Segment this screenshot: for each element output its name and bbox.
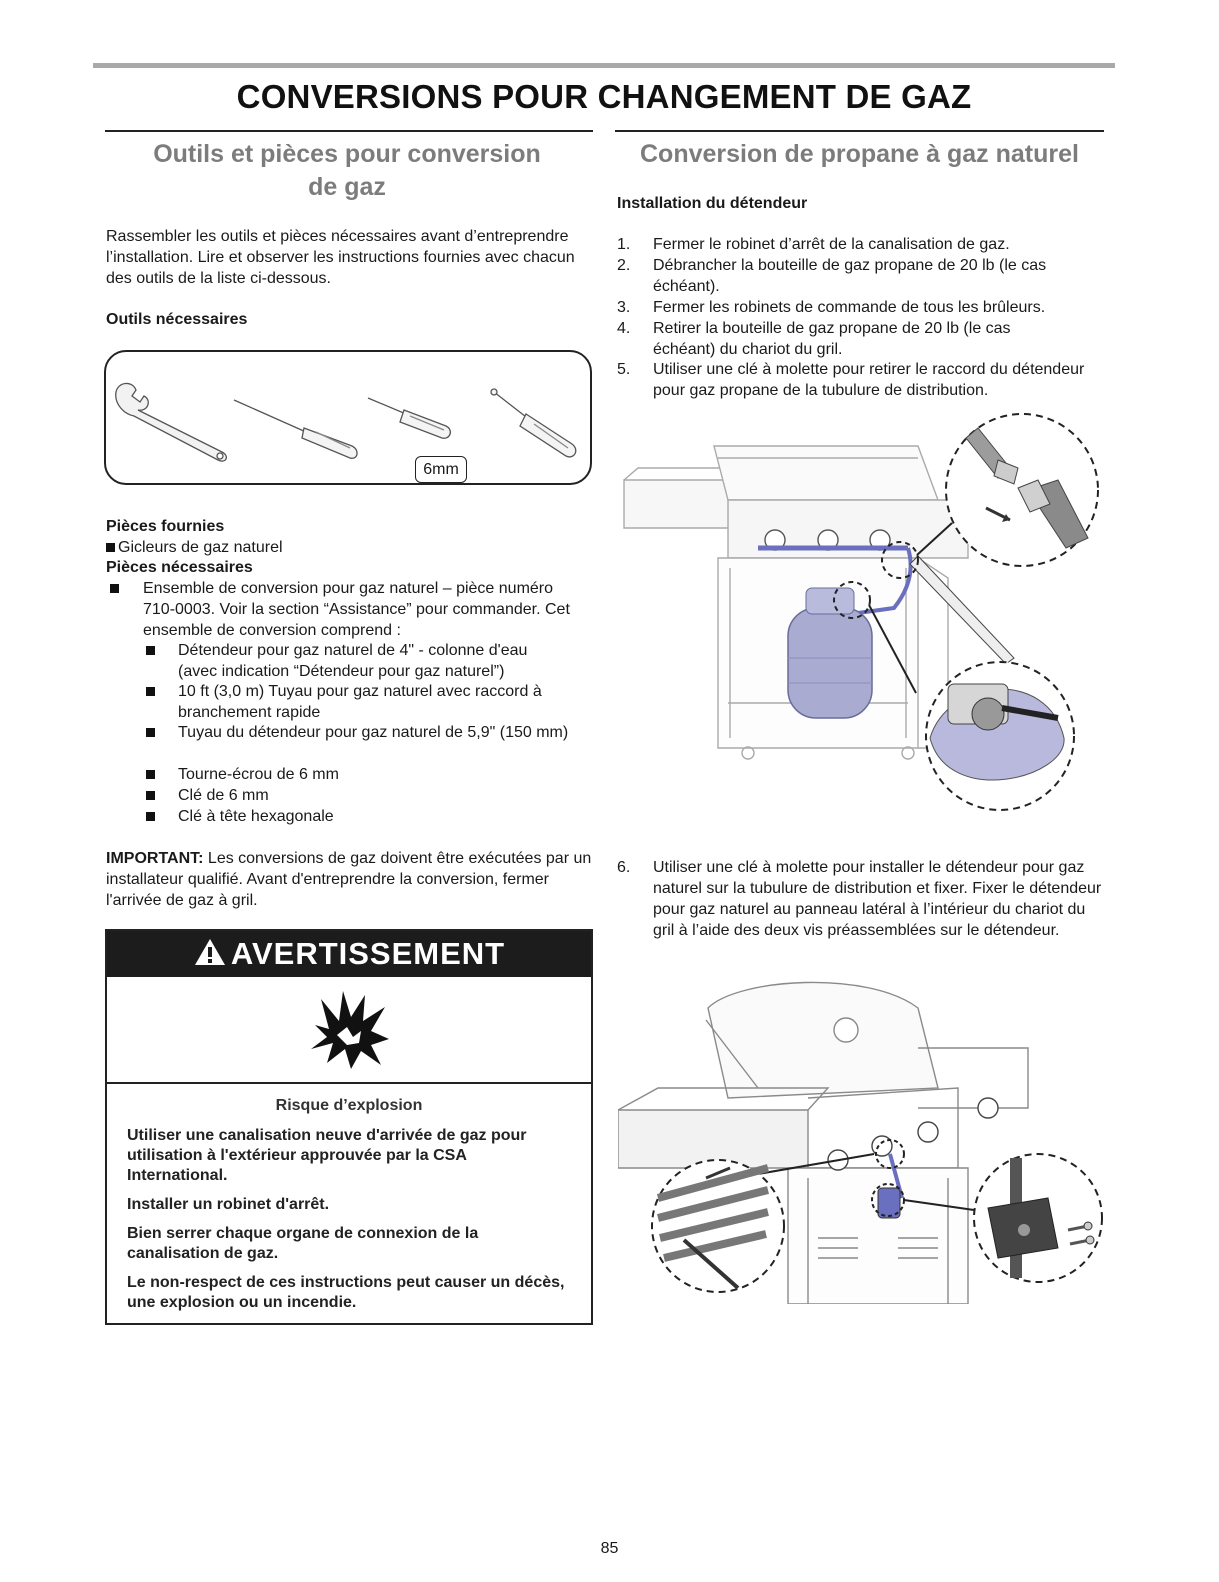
parts-supplied-heading: Pièces fournies — [106, 518, 225, 535]
warning-paragraph: Le non-respect de ces instructions peut causer un décès, une explosion ou un incendie. — [127, 1274, 565, 1311]
step-number: 3. — [617, 299, 631, 316]
warning-title: AVERTISSEMENT — [230, 936, 506, 971]
kit-item — [110, 578, 590, 641]
kit-subitem — [146, 764, 586, 785]
warning-divider — [107, 1082, 591, 1084]
grill-propane-illustration — [618, 408, 1108, 813]
bullet-icon — [146, 791, 155, 800]
warning-paragraph: Bien serrer chaque organe de connexion de la canalisation de gaz. — [127, 1225, 479, 1262]
tools-heading: Outils nécessaires — [106, 311, 248, 328]
screwdriver-long-icon — [234, 400, 357, 458]
step-item — [617, 234, 1107, 255]
step-number: 1. — [617, 236, 631, 253]
intro-paragraph: Rassembler les outils et pièces nécessaires avant d’entreprendre l’installation. Lire et observer les instructions fournies avec chacun des outils de la liste ci-dessous. — [106, 228, 575, 287]
kit-subitem — [146, 640, 586, 682]
step-number: 2. — [617, 257, 631, 274]
screwdriver-medium-icon — [368, 398, 450, 438]
bullet-icon — [146, 728, 155, 737]
important-note — [106, 848, 592, 911]
bullet-icon — [106, 543, 115, 552]
step-text: Fermer le robinet d’arrêt de la canalisation de gaz. — [653, 236, 1010, 253]
kit-subitem-text: Clé à tête hexagonale — [178, 808, 334, 825]
warning-paragraph: Utiliser une canalisation neuve d'arrivée de gaz pour utilisation à l'extérieur approuvée par la CSA International. — [127, 1127, 527, 1184]
kit-subitem — [146, 681, 586, 723]
page-title: CONVERSIONS POUR CHANGEMENT DE GAZ — [236, 78, 972, 115]
step-item — [617, 359, 1107, 401]
bullet-icon — [146, 770, 155, 779]
kit-subitem — [146, 806, 586, 827]
parts-supplied-item — [106, 537, 283, 558]
warning-box — [105, 929, 593, 1325]
kit-subitem-text: Tourne-écrou de 6 mm — [178, 766, 339, 783]
tools-panel — [104, 350, 592, 485]
bullet-icon — [146, 812, 155, 821]
warning-header — [107, 931, 591, 977]
adjustable-wrench-icon — [116, 383, 227, 461]
step-number: 5. — [617, 361, 631, 378]
text-fade — [616, 944, 1106, 958]
step-text: Fermer les robinets de commande de tous les brûleurs. — [653, 299, 1046, 316]
important-text: Les conversions de gaz doivent être exécutées par un installateur qualifié. Avant d'entreprendre la conversion, fermer l'arrivée de gaz à gril. — [106, 850, 592, 909]
left-heading-rule — [105, 130, 593, 132]
step-text: Utiliser une clé à molette pour retirer le raccord du détendeur pour gaz propane de la tubulure de distribution. — [653, 361, 1085, 399]
step-text: Débrancher la bouteille de gaz propane de 20 lb (le cas échéant). — [653, 257, 1047, 295]
warning-subtitle: Risque d’explosion — [275, 1097, 423, 1114]
step-text: Retirer la bouteille de gaz propane de 20 lb (le cas échéant) du chariot du gril. — [653, 320, 1011, 358]
kit-text: Ensemble de conversion pour gaz naturel – pièce numéro 710-0003. Voir la section “Assistance” pour commander. Cet ensemble de conversion comprend : — [143, 580, 570, 639]
left-heading: Outils et pièces pour conversion de gaz — [153, 140, 541, 201]
kit-subitem-text: 10 ft (3,0 m) Tuyau pour gaz naturel avec raccord à branchement rapide — [178, 683, 542, 721]
tools-illustration — [106, 352, 590, 483]
page-number: 85 — [600, 1540, 619, 1557]
bullet-icon — [110, 584, 119, 593]
warning-triangle-icon — [193, 937, 227, 967]
kit-subitem — [146, 785, 586, 806]
kit-subitem-text: Détendeur pour gaz naturel de 4" - colonne d'eau (avec indication “Détendeur pour gaz naturel”) — [178, 642, 528, 680]
right-heading: Conversion de propane à gaz naturel — [640, 140, 1079, 168]
important-label: IMPORTANT: — [106, 850, 204, 867]
kit-subitem — [146, 722, 586, 743]
step-item — [617, 297, 1107, 318]
warning-paragraph: Installer un robinet d'arrêt. — [127, 1196, 330, 1213]
bullet-icon — [146, 687, 155, 696]
kit-subitem-text: Tuyau du détendeur pour gaz naturel de 5,9" (150 mm) — [178, 724, 569, 741]
bullet-icon — [146, 646, 155, 655]
step-text: Utiliser une clé à molette pour installer le détendeur pour gaz naturel sur la tubulure de distribution et fixer. Fixer le détendeur pour gaz naturel au panneau latéral à l’intérieur du chariot du gril à l’aide des deux vis préassemblées sur le détendeur. — [653, 859, 1102, 939]
step-number: 6. — [617, 859, 631, 876]
grill-regulator-illustration — [618, 968, 1108, 1304]
step-item — [617, 318, 1107, 360]
kit-subitem-text: Clé de 6 mm — [178, 787, 269, 804]
step-item — [617, 857, 1107, 957]
right-subheading: Installation du détendeur — [617, 195, 808, 212]
6mm-label: 6mm — [415, 456, 467, 483]
top-rule — [93, 63, 1115, 68]
parts-supplied-item-text: Gicleurs de gaz naturel — [118, 539, 283, 556]
explosion-icon — [307, 987, 393, 1071]
step-item — [617, 255, 1107, 297]
nut-driver-icon — [491, 389, 576, 457]
right-heading-rule — [615, 130, 1104, 132]
parts-needed-heading: Pièces nécessaires — [106, 559, 253, 576]
step-number: 4. — [617, 320, 631, 337]
